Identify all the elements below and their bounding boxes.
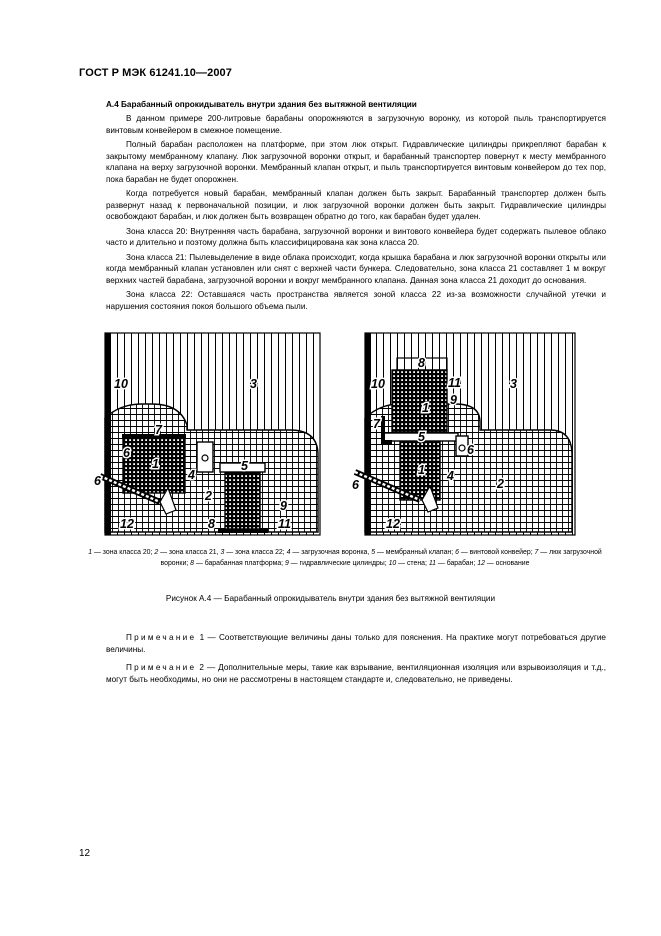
legend-text: — основание xyxy=(484,560,530,567)
note-label: Примечание xyxy=(126,633,197,642)
fig-label: 8 xyxy=(418,356,425,370)
fig-label: 3 xyxy=(510,377,517,391)
fig-label: 10 xyxy=(114,377,128,391)
legend-text: — зона класса 20; xyxy=(92,549,155,556)
fig-label: 2 xyxy=(205,489,212,503)
legend-number: 12 xyxy=(477,560,485,567)
fig-label: 4 xyxy=(447,469,454,483)
note-label: Примечание xyxy=(126,663,197,673)
note-2 xyxy=(106,662,606,685)
paragraph: В данном примере 200-литровые барабаны опорожняются в загрузочную воронку, из которой пыль транспортируется винтовым конвейером в смежное помещение. xyxy=(106,113,606,135)
fig-label: 8 xyxy=(208,517,215,531)
fig-label: 12 xyxy=(386,517,400,531)
fig-label: 2 xyxy=(497,477,504,491)
fig-label: 4 xyxy=(188,468,195,482)
wall-right xyxy=(365,333,371,535)
fig-label: 11 xyxy=(278,517,291,531)
fig-label: 6 xyxy=(123,446,130,460)
legend-number: 3 xyxy=(220,549,225,556)
fig-label: 10 xyxy=(371,377,385,391)
note-text: 2 — Дополнительные меры, такие как взрывание, вентиляционная изоляция или взрывоизоляция и т.д., могут быть необходимы, но они не рассмотрены в настоящем стандарте и, следовательно, не приведены. xyxy=(106,663,606,684)
drum-left xyxy=(225,473,260,529)
legend-number: 6 xyxy=(455,549,459,556)
legend-text: — винтовой конвейер; xyxy=(458,549,535,556)
figure-legend xyxy=(80,547,610,569)
paragraph: Зона класса 21: Пылевыделение в виде облака происходит, когда крышка барабана и люк загрузочной воронки открыты или когда мембранный клапан установлен или снят с верхней части бункера. Следовательно, зона класса 21 составляет 1 м вокруг верхних частей барабана, загрузочной воронки и вокруг мембранного клапана. Данная зона класса 21 доходит до основания. xyxy=(106,252,606,285)
fig-label: 5 xyxy=(241,459,248,473)
legend-text: — зона класса 22; xyxy=(224,549,287,556)
page-number: 12 xyxy=(79,848,91,859)
fig-label: 1 xyxy=(418,463,425,477)
paragraph: Полный барабан расположен на платформе, при этом люк открыт. Гидравлические цилиндры прикрепляют барабан к закрытому мембранному клапану. Люк загрузочной воронки открыт, и барабанный транспортер повернут к месту мембранного клапана на верху загрузочной воронки. Мембранный клапан открыт, и пыль транспортируется винтовым конвейером до тех пор, пока барабан не будет опорожнен. xyxy=(106,139,606,184)
fig-label: 5 xyxy=(418,430,425,444)
note-text: 1 — Соответствующие величины даны только для пояснения. На практике могут потребоваться другие величины. xyxy=(106,633,606,654)
fig-label: 9 xyxy=(280,499,287,513)
fig-label: 9 xyxy=(450,393,457,407)
legend-text: — барабанная платформа; xyxy=(193,560,286,567)
right-panel xyxy=(355,333,575,535)
legend-text: — зона класса 21, xyxy=(158,549,221,556)
legend-number: 11 xyxy=(428,560,436,567)
legend-number: 5 xyxy=(371,549,376,556)
figure-caption: Рисунок А.4 — Барабанный опрокидыватель внутри здания без вытяжной вентиляции xyxy=(165,594,496,603)
fig-label: 6 xyxy=(94,474,101,488)
paragraph: Когда потребуется новый барабан, мембранный клапан должен быть закрыт. Барабанный транспортер должен быть развернут назад к первоначальной позиции, и люк загрузочной воронки должен быть закрыт. Гидравлические цилиндры освобождают барабан, и люк должен быть возвращен обратно до того, как барабан будет удален. xyxy=(106,189,606,222)
legend-text: — гидравлические цилиндры; xyxy=(288,560,389,567)
left-panel xyxy=(100,333,320,535)
notes xyxy=(106,632,606,692)
fig-label: 6 xyxy=(467,443,474,457)
legend-text: — люк загрузочной воронки; xyxy=(160,549,602,567)
fig-label: 6 xyxy=(352,478,359,492)
legend-number: 1 xyxy=(88,549,93,556)
note-1 xyxy=(106,632,606,655)
legend-number: 2 xyxy=(154,549,159,556)
legend-text: — стена; xyxy=(396,560,429,567)
legend-number: 10 xyxy=(388,560,397,567)
hopper-lid-left xyxy=(122,434,186,439)
fig-label: 12 xyxy=(120,517,134,531)
legend-number: 9 xyxy=(285,560,289,567)
drum-right xyxy=(392,370,447,432)
drum-platform-left xyxy=(218,529,268,533)
legend-text: — загрузочная воронка, xyxy=(290,549,372,556)
section-body xyxy=(106,99,606,315)
fig-label: 3 xyxy=(250,377,257,391)
paragraph: Зона класса 22: Оставшаяся часть пространства является зоной класса 22 из-за возможности случайной утечки и нарушения состояния покоя большого объема пыли. xyxy=(106,290,606,311)
fig-label: 1 xyxy=(152,457,159,471)
legend-text: — мембранный клапан; xyxy=(375,549,456,556)
section-title: А.4 Барабанный опрокидыватель внутри здания без вытяжной вентиляции xyxy=(106,100,417,109)
legend-number: 4 xyxy=(286,549,291,556)
paragraph: Зона класса 20: Внутренняя часть барабана, загрузочной воронки и винтового конвейера будет содержать пылевое облако часто и длительно и поэтому должна быть классифицирована как зона класса 20. xyxy=(106,226,606,248)
fig-label: 1 xyxy=(422,401,429,415)
legend-number: 7 xyxy=(534,549,539,556)
fig-label: 7 xyxy=(155,423,162,437)
figure-a4 xyxy=(94,330,580,540)
fig-label: 11 xyxy=(448,376,461,390)
legend-number: 8 xyxy=(190,560,194,567)
figure-drawing xyxy=(94,330,580,535)
wall-left xyxy=(105,333,111,535)
document-header: ГОСТ Р МЭК 61241.10—2007 xyxy=(79,67,232,79)
legend-text: — барабан; xyxy=(435,560,478,567)
fig-label: 7 xyxy=(373,417,380,431)
